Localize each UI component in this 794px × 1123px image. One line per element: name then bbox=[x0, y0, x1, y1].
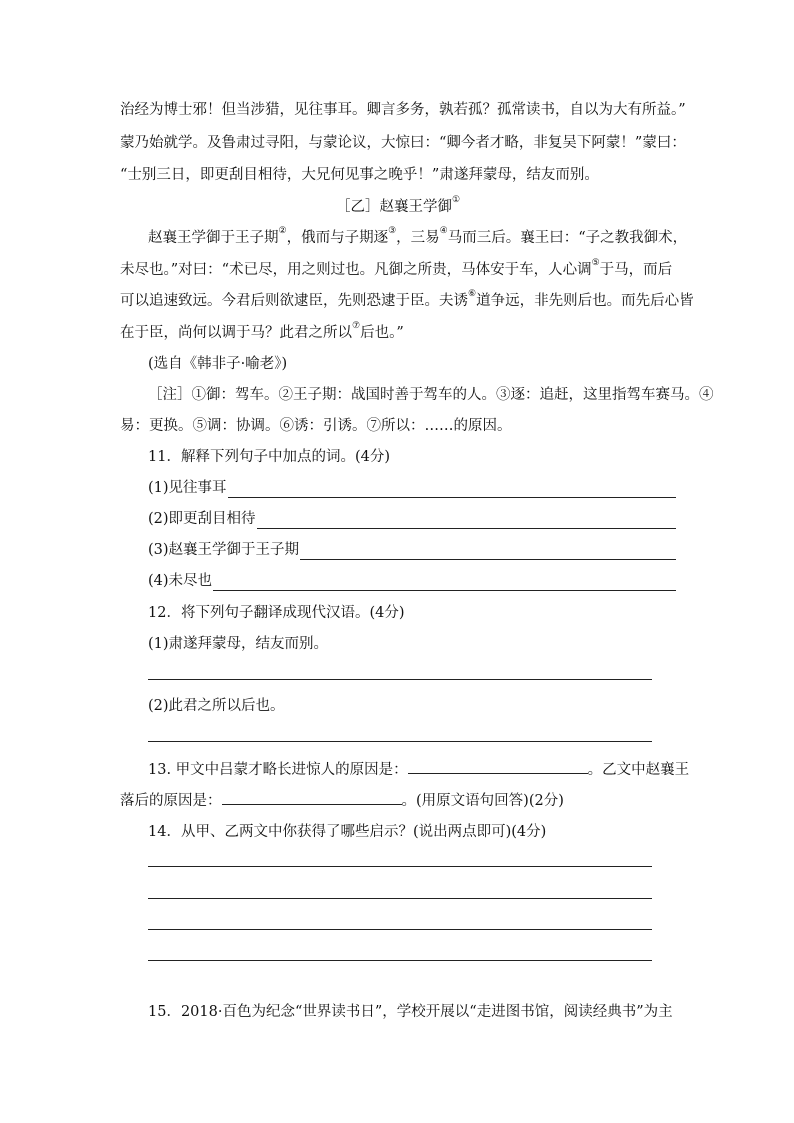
footnote-marker: ⑤ bbox=[591, 258, 600, 268]
passage-b-source: (选自《韩非子·喻老》) bbox=[148, 356, 288, 372]
passage-b-line-2 bbox=[120, 260, 676, 280]
text-run: 在于臣，尚何以调于马？此君之所以 bbox=[120, 325, 352, 341]
q12-item-1: (1)肃遂拜蒙母，结友而别。 bbox=[148, 636, 329, 652]
q11-item-label: (2)即更刮目相待 bbox=[148, 511, 256, 527]
passage-a-line-2: 蒙乃始就学。及鲁肃过寻阳，与蒙论议，大惊曰：“卿今者才略，非复吴下阿蒙！”蒙曰： bbox=[120, 135, 686, 151]
q11-item-1 bbox=[148, 478, 676, 498]
passage-b-line-1 bbox=[148, 226, 688, 248]
answer-line[interactable] bbox=[257, 514, 676, 529]
text-run: 未尽也。”对曰：“术已尽，用之则过也。凡御之所贵，马体安于车，人心调 bbox=[120, 262, 592, 278]
q14-answer-line-2[interactable] bbox=[148, 898, 652, 899]
footnote-marker: ① bbox=[451, 195, 461, 205]
q12-answer-line-2[interactable] bbox=[148, 741, 652, 742]
text-run: 道争远，非先则后也。而先后心皆 bbox=[476, 293, 694, 309]
footnote-marker: ④ bbox=[439, 226, 448, 236]
text-run: 。(用原文语句回答)(2分) bbox=[401, 793, 564, 809]
answer-line[interactable] bbox=[213, 576, 676, 591]
q14-answer-line-3[interactable] bbox=[148, 929, 652, 930]
q12-item-2: (2)此君之所以后也。 bbox=[148, 698, 285, 714]
footnote-marker: ③ bbox=[388, 226, 397, 236]
text-run: 赵襄王学御于王子期 bbox=[148, 230, 279, 246]
text-run: 马而三后。襄王曰：“子之教我御术， bbox=[447, 230, 688, 246]
q12-stem: 12．将下列句子翻译成现代汉语。(4分) bbox=[148, 605, 405, 621]
footnote-marker: ⑦ bbox=[352, 321, 361, 331]
q12-answer-line-1[interactable] bbox=[148, 679, 652, 680]
q11-item-3 bbox=[148, 540, 676, 560]
q13-blank-1[interactable] bbox=[408, 759, 588, 774]
passage-b-line-4 bbox=[120, 323, 676, 343]
q13-line-1 bbox=[148, 759, 690, 780]
passage-a-line-1: 治经为博士邪！但当涉猎，见往事耳。卿言多务，孰若孤？孤常读书，自以为大有所益。” bbox=[120, 102, 686, 118]
q15-stem: 15．2018·百色为纪念“世界读书日”，学校开展以“走进图书馆，阅读经典书”为主 bbox=[148, 1004, 673, 1020]
text-run: ，三易 bbox=[396, 230, 440, 246]
footnote-marker: ② bbox=[278, 226, 287, 236]
text-run: 。乙文中赵襄王 bbox=[587, 762, 690, 778]
q14-stem: 14．从甲、乙两文中你获得了哪些启示？(说出两点即可)(4分) bbox=[148, 824, 547, 840]
text-run: 13. 甲文中吕蒙才略长进惊人的原因是： bbox=[148, 762, 408, 778]
passage-b-line-3 bbox=[120, 289, 694, 311]
answer-line[interactable] bbox=[228, 483, 676, 498]
q11-stem: 11．解释下列句子中加点的词。(4分) bbox=[148, 449, 390, 465]
q11-item-4 bbox=[148, 571, 676, 591]
q13-line-2 bbox=[120, 790, 676, 811]
q11-item-label: (4)未尽也 bbox=[148, 573, 213, 589]
answer-line[interactable] bbox=[300, 545, 676, 560]
q11-item-2 bbox=[148, 509, 676, 529]
text-run: 可以追速致远。今君后则欲逮臣，先则恐逮于臣。夫诱 bbox=[120, 293, 468, 309]
q14-answer-line-1[interactable] bbox=[148, 866, 652, 867]
text-run: 后也。” bbox=[360, 325, 404, 341]
passage-a-line-3: “士别三日，即更刮目相待，大兄何见事之晚乎！”肃遂拜蒙母，结友而别。 bbox=[120, 167, 599, 183]
q11-item-label: (1)见往事耳 bbox=[148, 480, 227, 496]
text-run: 落后的原因是： bbox=[120, 793, 222, 809]
q14-answer-line-4[interactable] bbox=[148, 960, 652, 961]
q13-blank-2[interactable] bbox=[222, 790, 402, 805]
q11-item-label: (3)赵襄王学御于王子期 bbox=[148, 542, 300, 558]
text-run: ，俄而与子期逐 bbox=[286, 230, 389, 246]
passage-b-title bbox=[120, 197, 676, 217]
notes-line-2: 易：更换。⑤调：协调。⑥诱：引诱。⑦所以：……的原因。 bbox=[120, 418, 512, 434]
notes-line-1: ［注］①御：驾车。②王子期：战国时善于驾车的人。③逐：追赶，这里指驾车赛马。④ bbox=[148, 387, 714, 403]
text-run: 于马，而后 bbox=[599, 262, 673, 278]
passage-b-title-text: ［乙］赵襄王学御 bbox=[335, 199, 452, 215]
footnote-marker: ⑥ bbox=[468, 289, 477, 299]
